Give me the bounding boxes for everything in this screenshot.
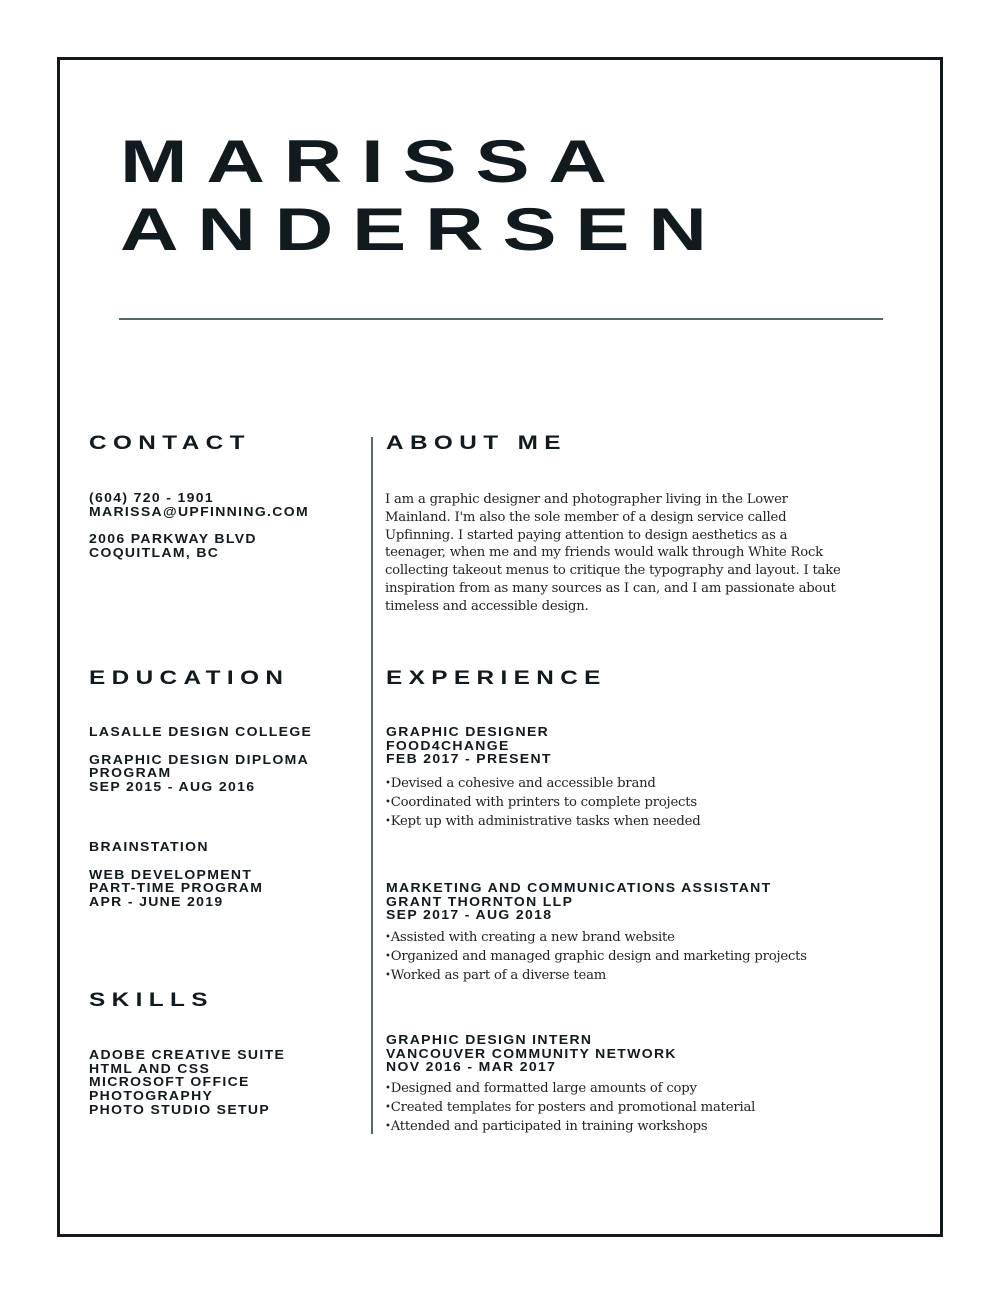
- school-name: LASALLE DESIGN COLLEGE: [89, 725, 313, 739]
- school-name: BRAINSTATION: [89, 840, 209, 854]
- bullet: • Organized and managed graphic design and marketing projects: [385, 948, 807, 967]
- applicant-name: [120, 128, 726, 264]
- column-divider: [371, 437, 373, 1134]
- bullet: • Assisted with creating a new brand website: [385, 929, 807, 948]
- experience-heading: EXPERIENCE: [386, 668, 607, 689]
- bullet: • Designed and formatted large amounts of copy: [385, 1080, 755, 1099]
- contact-heading: CONTACT: [89, 433, 251, 454]
- skill-item: ADOBE CREATIVE SUITE: [89, 1048, 286, 1062]
- skills-list: [89, 1049, 285, 1118]
- skill-item: PHOTO STUDIO SETUP: [89, 1102, 271, 1117]
- skill-item: PHOTOGRAPHY: [89, 1089, 214, 1104]
- job-header: [386, 882, 772, 923]
- header-divider: [119, 318, 883, 320]
- company: GRANT THORNTON LLP: [386, 894, 574, 909]
- skill-item: MICROSOFT OFFICE: [89, 1075, 250, 1090]
- about-text: [385, 491, 841, 616]
- bullet: • Worked as part of a diverse team: [385, 967, 807, 986]
- about-line: inspiration from as many sources as I can, and I am passionate about: [385, 580, 836, 596]
- bullet: • Created templates for posters and promotional material: [385, 1099, 755, 1118]
- job-header: [386, 1034, 677, 1075]
- about-line: teenager, when me and my friends would walk through White Rock: [385, 545, 823, 561]
- bullet: • Attended and participated in training workshops: [385, 1118, 755, 1137]
- education-item: [89, 841, 263, 910]
- about-line: timeless and accessible design.: [385, 598, 589, 614]
- bullet: • Devised a cohesive and accessible brand: [385, 775, 700, 794]
- company: VANCOUVER COMMUNITY NETWORK: [386, 1046, 677, 1061]
- education-item: [89, 726, 312, 795]
- about-line: Upfinning. I started paying attention to design aesthetics as a: [385, 527, 788, 543]
- job-bullets: [385, 1080, 755, 1136]
- job-title: GRAPHIC DESIGN INTERN: [386, 1033, 593, 1047]
- job-bullets: [385, 929, 807, 985]
- dates: NOV 2016 - MAR 2017: [386, 1060, 557, 1075]
- bullet: • Coordinated with printers to complete projects: [385, 794, 700, 813]
- contact-email: MARISSA@UPFINNING.COM: [89, 504, 309, 519]
- job-title: MARKETING AND COMMUNICATIONS ASSISTANT: [386, 881, 772, 895]
- about-line: collecting takeout menus to critique the typography and layout. I take: [385, 563, 841, 579]
- contact-address-line2: COQUITLAM, BC: [89, 546, 220, 561]
- job-bullets: [385, 775, 700, 831]
- last-name: ANDERSEN: [120, 196, 726, 263]
- program: WEB DEVELOPMENT: [89, 867, 253, 882]
- dates: SEP 2015 - AUG 2016: [89, 780, 256, 795]
- dates: APR - JUNE 2019: [89, 895, 224, 910]
- contact-phone: (604) 720 - 1901: [89, 491, 215, 505]
- dates: SEP 2017 - AUG 2018: [386, 908, 553, 923]
- about-line: Mainland. I'm also the sole member of a design service called: [385, 509, 787, 525]
- job-title: GRAPHIC DESIGNER: [386, 725, 550, 739]
- about-heading: ABOUT ME: [386, 433, 567, 454]
- first-name: MARISSA: [120, 128, 626, 195]
- dates: FEB 2017 - PRESENT: [386, 752, 552, 767]
- skills-heading: SKILLS: [89, 990, 214, 1011]
- contact-address-line1: 2006 PARKWAY BLVD: [89, 532, 257, 547]
- program: GRAPHIC DESIGN DIPLOMA: [89, 752, 310, 767]
- education-heading: EDUCATION: [89, 668, 290, 689]
- program: PART-TIME PROGRAM: [89, 881, 264, 896]
- program: PROGRAM: [89, 766, 172, 781]
- bullet: • Kept up with administrative tasks when needed: [385, 813, 700, 832]
- contact-info: [89, 492, 309, 561]
- job-header: [386, 726, 552, 767]
- skill-item: HTML AND CSS: [89, 1061, 211, 1076]
- about-line: I am a graphic designer and photographer living in the Lower: [385, 492, 788, 507]
- company: FOOD4CHANGE: [386, 738, 510, 753]
